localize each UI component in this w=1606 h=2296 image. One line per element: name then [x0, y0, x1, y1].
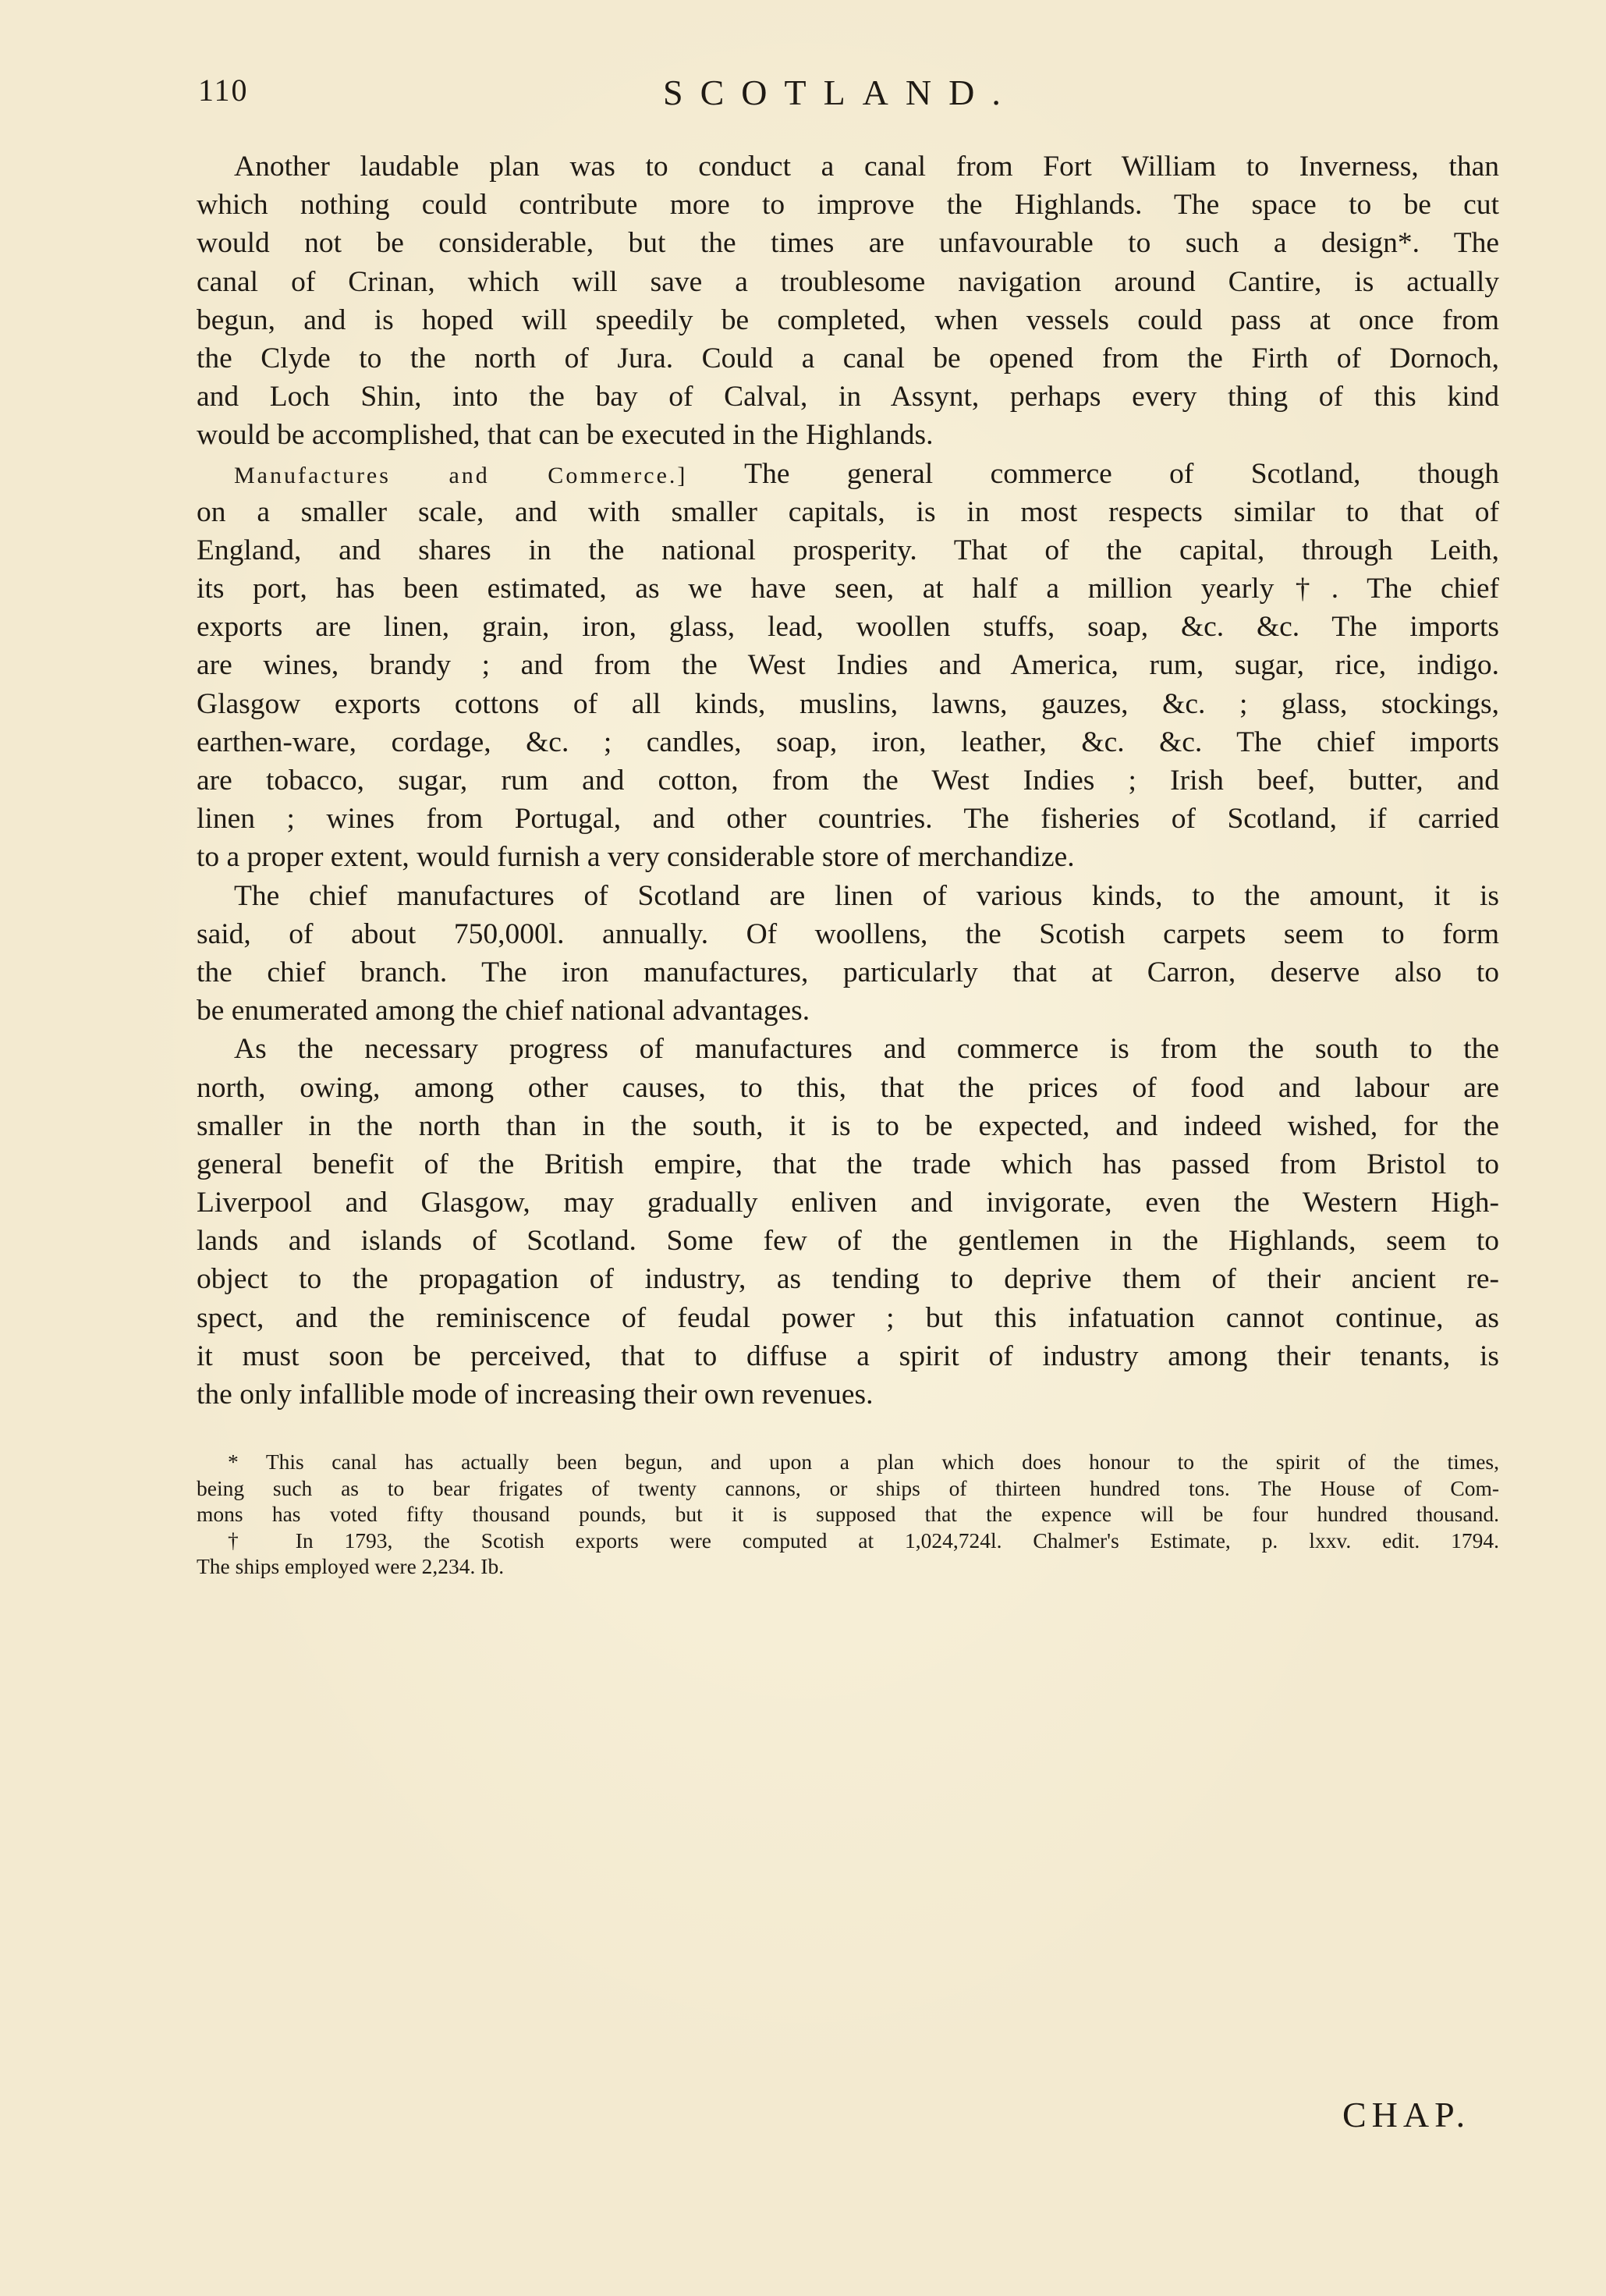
text-line: which nothing could contribute more to improve the Highlands. The space to be cut [197, 189, 1499, 222]
text-line: As the necessary progress of manufactures and commerce is from the south to the [234, 1033, 1499, 1066]
text-line: would not be considerable, but the times are unfavourable to such a design*. The [197, 227, 1499, 260]
text-line: are tobacco, sugar, rum and cotton, from the West Indies ; Irish beef, butter, and [197, 765, 1499, 797]
footnote-line: * This canal has actually been begun, and upon a plan which does honour to the spirit of the times, [228, 1450, 1499, 1474]
footnote-line: mons has voted fifty thousand pounds, but it is supposed that the expence will be four hundred thousand. [197, 1502, 1499, 1526]
text-line: general benefit of the British empire, that the trade which has passed from Bristol to [197, 1148, 1499, 1180]
footnote-line: being such as to bear frigates of twenty cannons, or ships of thirteen hundred tons. The House of Com- [197, 1475, 1499, 1500]
section-heading: Manufactures and Commerce.] [234, 462, 688, 488]
footnote-line: The ships employed were 2,234. Ib. [197, 1554, 505, 1578]
footnote-line: † In 1793, the Scotish exports were computed at 1,024,724l. Chalmer's Estimate, p. lxxv. edit. 1794. [228, 1528, 1499, 1553]
text-line: it must soon be perceived, that to diffuse a spirit of industry among their tenants, is [197, 1340, 1499, 1372]
text-line: the chief branch. The iron manufactures, particularly that at Carron, deserve also to [197, 956, 1499, 988]
text-line: be enumerated among the chief national advantages. [197, 995, 810, 1027]
text-line: linen ; wines from Portugal, and other countries. The fisheries of Scotland, if carried [197, 803, 1499, 836]
footnotes [197, 1449, 1499, 1580]
text-line: would be accomplished, that can be executed in the Highlands. [197, 419, 934, 452]
running-title: SCOTLAND. [663, 73, 1018, 112]
text-line-rest: The general commerce of Scotland, though [744, 457, 1499, 490]
bleed-through-texture [195, 1607, 1505, 2153]
text-line: lands and islands of Scotland. Some few of the gentlemen in the Highlands, seem to [197, 1225, 1499, 1258]
text-line: earthen-ware, cordage, &c. ; candles, soap, iron, leather, &c. &c. The chief imports [197, 726, 1499, 758]
text-line: and Loch Shin, into the bay of Calval, in Assynt, perhaps every thing of this kind [197, 381, 1499, 413]
text-line: spect, and the reminiscence of feudal power ; but this infatuation cannot continue, as [197, 1301, 1499, 1334]
catchword: CHAP. [1342, 2095, 1471, 2135]
text-line: on a smaller scale, and with smaller capitals, is in most respects similar to that of [197, 495, 1499, 528]
text-line: exports are linen, grain, iron, glass, lead, woollen stuffs, soap, &c. &c. The imports [197, 611, 1499, 644]
main-text [197, 147, 1499, 1414]
text-line: its port, has been estimated, as we have seen, at half a million yearly†. The chief [197, 573, 1499, 605]
text-line: are wines, brandy ; and from the West Indies and America, rum, sugar, rice, indigo. [197, 649, 1499, 682]
text-line: north, owing, among other causes, to this, that the prices of food and labour are [197, 1071, 1499, 1104]
text-line: said, of about 750,000l. annually. Of woollens, the Scotish carpets seem to form [197, 917, 1499, 950]
text-line: England, and shares in the national prosperity. That of the capital, through Leith, [197, 534, 1499, 566]
text-line: the only infallible mode of increasing their own revenues. [197, 1379, 874, 1411]
text-line: Liverpool and Glasgow, may gradually enliven and invigorate, even the Western High- [197, 1187, 1499, 1219]
text-line: smaller in the north than in the south, it is to be expected, and indeed wished, for the [197, 1109, 1499, 1142]
text-line: Another laudable plan was to conduct a canal from Fort William to Inverness, than [234, 151, 1499, 183]
text-line: Glasgow exports cottons of all kinds, muslins, lawns, gauzes, &c. ; glass, stockings, [197, 687, 1499, 720]
text-line: to a proper extent, would furnish a very considerable store of merchandize. [197, 841, 1075, 874]
text-line: object to the propagation of industry, as tending to deprive them of their ancient re- [197, 1263, 1499, 1296]
text-line: The chief manufactures of Scotland are linen of various kinds, to the amount, it is [234, 879, 1499, 912]
text-line: canal of Crinan, which will save a troublesome navigation around Cantire, is actually [197, 265, 1499, 298]
text-line: the Clyde to the north of Jura. Could a canal be opened from the Firth of Dornoch, [197, 342, 1499, 374]
text-line: begun, and is hoped will speedily be completed, when vessels could pass at once from [197, 303, 1499, 336]
page-number: 110 [198, 73, 249, 108]
text-line [197, 455, 1499, 493]
